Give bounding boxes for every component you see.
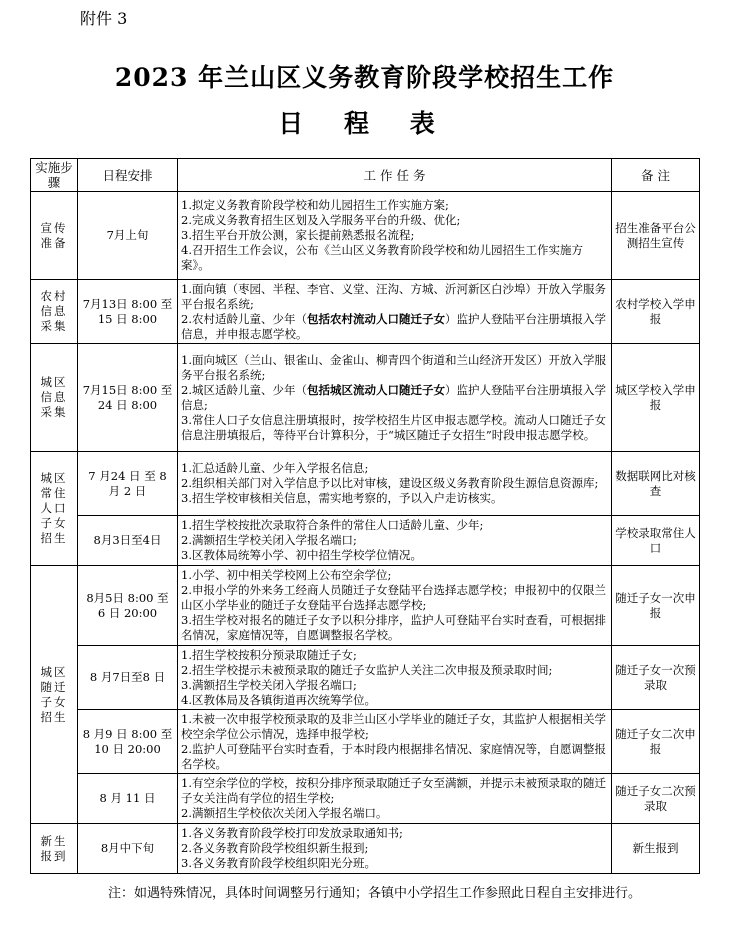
task-line: 1.面向城区（兰山、银雀山、金雀山、柳青四个街道和兰山经济开发区）开放入学服务平台报名系统; [181,352,606,382]
task-line: 2.组织相关部门对入学信息予以比对审核，建设区级义务教育阶段生源信息资源库; [181,476,599,490]
task-line: 4.召开招生工作会议，公布《兰山区义务教育阶段学校和幼儿园招生工作实施方案》。 [181,243,583,272]
task-line: 3.常住人口子女信息注册填报时，按学校招生片区申报志愿学校。流动人口随迁子女信息注册填报后，等待平台计算积分，于“城区随迁子女招生”时段申报志愿学校。 [181,412,606,442]
task-cell [178,192,612,280]
schedule-table [30,158,700,874]
task-line: 1.拟定义务教育阶段学校和幼儿园招生工作实施方案; [181,198,449,212]
step-cell: 宣传准备 [31,192,78,280]
table-row [31,824,700,874]
table-row [31,280,700,344]
date-cell: 7月上旬 [78,192,178,280]
step-cell: 农村信息采集 [31,280,78,344]
task-line: 3.各义务教育阶段学校组织阳光分班。 [181,856,376,870]
task-line [181,383,608,413]
task-cell [178,566,612,646]
date-cell: 8月3日至4日 [78,516,178,566]
step-cell: 城区常住人口子女招生 [31,452,78,566]
step-cell: 城区信息采集 [31,344,78,452]
note-cell: 随迁子女一次申报 [612,566,700,646]
task-cell [178,344,612,452]
date-cell: 8 月9 日 8:00 至 10 日 20:00 [78,710,178,774]
task-line: 2.招生学校提示未被预录取的随迁子女监护人关注二次申报及预录取时间; [181,662,553,677]
date-cell: 7月15日 8:00 至 24 日 8:00 [78,344,178,452]
task-line [181,312,608,342]
task-line: 1.招生学校按积分预录取随迁子女; [181,647,357,662]
date-cell: 7 月24 日 至 8 月 2 日 [78,452,178,516]
task-line: 4.区教体局及各镇街道再次统筹学位。 [181,692,376,707]
note-cell: 农村学校入学申报 [612,280,700,344]
task-line: 3.招生学校对报名的随迁子女予以积分排序，监护人可登陆平台实时查看，可根据排名情况，家庭情况等，自愿调整报名学校。 [181,613,606,642]
task-text: 2.城区适龄儿童、少年（ [181,382,307,397]
table-row [31,516,700,566]
annex-label: 附件 3 [80,9,128,28]
note-cell: 新生报到 [612,824,700,874]
note-cell: 招生准备平台公测招生宣传 [612,192,700,280]
date-cell: 8 月 11 日 [78,774,178,824]
date-cell: 7月13日 8:00 至 15 日 8:00 [78,280,178,344]
task-line: 1.面向镇（枣园、半程、李官、义堂、汪沟、方城、沂河新区白沙埠）开放入学服务平台报名系统; [181,281,606,311]
table-row [31,192,700,280]
task-text: ）监护人登陆平台注册填报入学信息，并申报志愿学校。 [181,311,606,341]
table-row [31,566,700,646]
note-cell: 学校录取常住人口 [612,516,700,566]
header-step: 实施步骤 [31,159,78,192]
header-note: 备 注 [612,159,700,192]
task-cell [178,516,612,566]
note-cell: 数据联网比对核查 [612,452,700,516]
task-line: 2.监护人可登陆平台实时查看，于本时段内根据排名情况、家庭情况等，自愿调整报名学校。 [181,741,606,771]
date-cell: 8 月7日至8 日 [78,646,178,710]
task-line: 3.招生学校审核相关信息，需实地考察的，予以入户走访核实。 [181,491,503,505]
task-line: 2.完成义务教育招生区划及入学服务平台的升级、优化; [181,213,461,227]
task-line: 2.各义务教育阶段学校组织新生报到; [181,841,369,855]
task-line: 2.满额招生学校依次关闭入学报名端口。 [181,806,388,820]
task-line: 1.未被一次申报学校预录取的及非兰山区小学毕业的随迁子女，其监护人根据相关学校空余学位公示情况，选择申报学校; [181,711,606,741]
table-row [31,710,700,774]
step-cell: 城区随迁子女招生 [31,566,78,824]
task-cell [178,646,612,710]
header-task: 工 作 任 务 [178,159,612,192]
task-cell [178,452,612,516]
step-cell: 新生报到 [31,824,78,874]
task-line: 2.申报小学的外来务工经商人员随迁子女登陆平台选择志愿学校；申报初中的仅限兰山区小学毕业的随迁子女登陆平台选择志愿学校; [181,583,606,612]
task-line: 1.有空余学位的学校，按积分排序预录取随迁子女至满额，并提示未被预录取的随迁子女关注尚有学位的招生学校; [181,776,606,805]
task-emphasis: 包括城区流动人口随迁子女 [306,382,445,397]
table-header-row [31,159,700,192]
date-cell: 8月中下旬 [78,824,178,874]
task-line: 1.汇总适龄儿童、少年入学报名信息; [181,461,369,475]
note-cell: 随迁子女二次预录取 [612,774,700,824]
note-cell: 随迁子女一次预录取 [612,646,700,710]
footnote: 注：如遇特殊情况，具体时间调整另行通知；各镇中小学招生工作参照此日程自主安排进行。 [108,886,642,901]
document-title: 2023 年兰山区义务教育阶段学校招生工作 [114,63,615,92]
table-row [31,344,700,452]
date-cell: 8月5日 8:00 至 6 日 20:00 [78,566,178,646]
task-emphasis: 包括农村流动人口随迁子女 [306,311,445,326]
table-row [31,774,700,824]
task-text: ）监护人登陆平台注册填报入学信息; [181,382,606,412]
table-row [31,452,700,516]
task-cell [178,710,612,774]
task-line: 2.满额招生学校关闭入学报名端口; [181,533,357,547]
task-line: 1.各义务教育阶段学校打印发放录取通知书; [181,826,403,840]
task-cell [178,280,612,344]
note-cell: 城区学校入学申报 [612,344,700,452]
task-line: 1.小学、初中相关学校网上公布空余学位; [181,568,392,582]
task-line: 3.招生平台开放公测，家长提前熟悉报名流程; [181,228,415,242]
document-subtitle: 日 程 表 [278,109,451,138]
task-text: 2.农村适龄儿童、少年（ [181,311,307,326]
task-cell [178,774,612,824]
note-cell: 随迁子女二次申报 [612,710,700,774]
table-row [31,646,700,710]
task-cell [178,824,612,874]
task-line: 1.招生学校按批次录取符合条件的常住人口适龄儿童、少年; [181,518,484,532]
header-date: 日程安排 [78,159,178,192]
task-line: 3.满额招生学校关闭入学报名端口; [181,677,357,692]
task-line: 3.区教体局统筹小学、初中招生学校学位情况。 [181,548,422,562]
